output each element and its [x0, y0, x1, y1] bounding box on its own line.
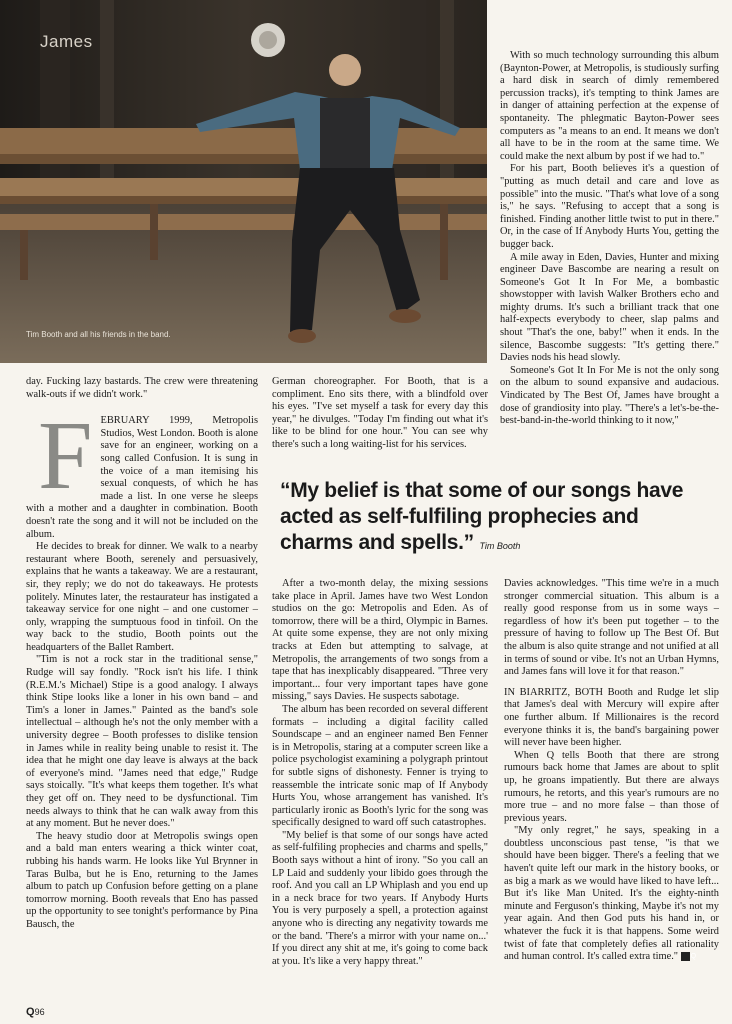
q-logo-icon: Q [26, 1006, 35, 1018]
left-column [26, 376, 258, 932]
paragraph: Someone's Got It In For Me is not the only song on the album to sound expansive and audacious. Vindicated by The Best Of, James have brought a dose of grandiosity into play. "There's a let's-be-the-best-band-in-the-world thinking to it now," [500, 364, 719, 427]
paragraph: With so much technology surrounding this album (Baynton-Power, at Metropolis, is studiously surfing a hard disk in search of dimly remembered percussion tracks), it's tempting to think James are in danger of attaining perfection at the expense of spontaneity. The phlegmatic Bayton-Power sees computers as "a means to an end. It means we don't all have to be in the room at the same time. We could make the next album by post if we had to." [500, 50, 719, 162]
pull-quote-attribution: Tim Booth [479, 541, 521, 551]
dropcap-paragraph [26, 402, 258, 541]
paragraph: "My belief is that some of our songs have acted as self-fulfiling prophecies and charms and spells," Booth says without a hint of irony. "So you call an LP Laid and suddenly your libido goes through the roof. And you call an LP Whiplash and you end up in a neck brace for two years. If Anybody Hurts You is very purposely a spell, a protection against anyone who is directing any negativity towards me or the band. 'There's a mirror with your name on...' If you direct any shit at me, it's going to come back at you. It's like a very happy threat." [272, 829, 488, 967]
photo-illustration [0, 0, 487, 363]
paragraph: The album has been recorded on several different formats – including a digital facility called Soundscape – and an engineer named Ben Fenner is in Metropolis, staring at a computer screen like a police psychologist examining a polygraph printout for subtle signs of dishonesty. Fenner is trying to reassemble the intricate sonic map of If Anybody Hurts You, whose arrangement has vanished. It's particularly ironic as Booth's lyric for the song was specifically designed to ward off such catastrophes. [272, 703, 488, 829]
pull-quote [280, 478, 710, 559]
paragraph: He decides to break for dinner. We walk to a nearby restaurant where Booth, serenely and persuasively, explains that he wants a takeaway. We are a restaurant, sir, they reply; we do not do takeaways. He protests politely. Minutes later, the restaurateur has instigated a takeaway service for one night – and one customer – only, wrapping the sumptuous food in tinfoil. On the way back to the studio, Booth points out the headquarters of the Ballet Rambert. [26, 541, 258, 653]
paragraph: The heavy studio door at Metropolis swings open and a bald man enters wearing a thick winter coat, rubbing his hands warm. He looks like Yul Brynner in Taras Bulba, but he is Eno, returning to the James album to patch up Confusion before getting on a plane tomorrow morning. Booth reveals that Eno has passed up the opportunity to see tonight's performance by Pina Bausch, the [26, 830, 258, 930]
page-number-value: 96 [34, 1007, 45, 1017]
paragraph: For his part, Booth believes it's a question of "putting as much detail and care and love as possible" into the music. "That's what love of a song is," he says. "Refusing to accept that a song is finished. Finding another little twist to put in there." Or, in the case of If Anybody Hurts You, getting the bugger back. [500, 163, 719, 250]
paragraph: Davies acknowledges. "This time we're in a much stronger commercial situation. This album is a really good response from us in some ways – regardless of how it's been put together – to the pressure of having to follow up The Best Of. But the album is also quite strange and not unified at all in terms of sound or vibe. It's not an Urban Hymns, and James fans will love it for that reason." [504, 578, 719, 678]
middle-column-bottom [272, 578, 488, 968]
section-tag: James [40, 32, 93, 51]
paragraph: German choreographer. For Booth, that is a compliment. Eno sits there, with a blindfold over his eyes. "I've set myself a task for every day this year," he divulges. "Today I'm finding out what it's like to be blind for one hour." You can see why there's such a long waiting-list for his services. [272, 376, 488, 450]
paragraph: A mile away in Eden, Davies, Hunter and mixing engineer Dave Bascombe are nearing a result on Someone's Got It In For Me, a bombastic showstopper with lavish Walker Brothers echo and mighty drums. It's such a brilliant track that one half-expects everybody to cheer, slap palms and shout "That's the one, baby!" when it ends. In the silence, Bascombe suggests: "It's getting there." Davies nods his head slowly. [500, 251, 719, 364]
paragraph-text: "My only regret," he says, speaking in a doubtless unconscious past tense, "is that we should have been bigger. There's a feeling that we haven't quite left our mark in the history books, or as big a mark as we would have liked to have left... But it's like Man United. It's the eighty-ninth minute and Ferguson's thinking, Maybe it's not my year again. And then God puts his hand in, or whatever the fuck it is that happens. Some weird twist of fate that completely defies all rationality and human control. It's called extra time." [504, 825, 719, 963]
right-column-bottom [504, 578, 719, 964]
paragraph: "Tim is not a rock star in the traditional sense," Rudge will say fondly. "Rock isn't his life. I think (R.E.M.'s Michael) Stipe is a good analogy. I always think Stipe looks like a loner in his own band – and Tim's a loner in James." Painted as the band's sole intellectual – although he's not the only member with a university degree – Booth professes to dislike tension in James while in reality being unable to resist it. The idea that he might one day leave is always at the back of everyone's mind. "James need that edge," Rudge says stoically. "It's what keeps them together. It's what they get off on. They need to be dysfunctional. Tim needs always to think that he can walk away from this at any moment. But he never does." [26, 654, 258, 830]
page-number [26, 1006, 45, 1018]
dropcap-text: EBRUARY 1999, Metropolis Studios, West London. Booth is alone save for an engineer, working on a song called Confusion. It is sung in the voice of a man itemising his sexual conquests, of which he has made a list. In one verse he sleeps with a mother and a daughter in combination. Booth doesn't rate the song and it will not be included on the album. [26, 415, 258, 540]
photo-caption: Tim Booth and all his friends in the band. [26, 330, 171, 339]
right-column-top [500, 50, 719, 428]
end-mark-icon: Q [681, 952, 690, 961]
paragraph: day. Fucking lazy bastards. The crew were threatening walk-outs if we didn't work." [26, 376, 258, 400]
section-break-paragraph: IN BIARRITZ, BOTH Booth and Rudge let slip that James's deal with Mercury will expire after one further album. If Millionaires is the record everyone thinks it is, the band's bargaining power will never have been higher. [504, 686, 719, 749]
feature-photo [0, 0, 487, 363]
drop-cap: F [38, 402, 93, 511]
paragraph: When Q tells Booth that there are strong rumours back home that James are about to split up, he groans impatiently. But there are always rumours, he retorts, and this year's rumours are no more true – and no more false – than those of previous years. [504, 749, 719, 824]
middle-column-top [272, 376, 488, 452]
pull-quote-text: “My belief is that some of our songs have acted as self-fulfiling prophecies and charms and spells.” [280, 479, 684, 554]
paragraph [504, 825, 719, 964]
paragraph: After a two-month delay, the mixing sessions take place in April. James have two West London studios on the go: Metropolis and Eden. As of tomorrow, there will be a third, Olympic in Barnes. At quite some expense, they are not only mixing tracks at Eden but attempting to salvage, at Metropolis, the arrangements of two songs from a tape that has inexplicably disappeared. "Three very important... four very important tapes have gone missing," says Davies. He suspects sabotage. [272, 578, 488, 703]
